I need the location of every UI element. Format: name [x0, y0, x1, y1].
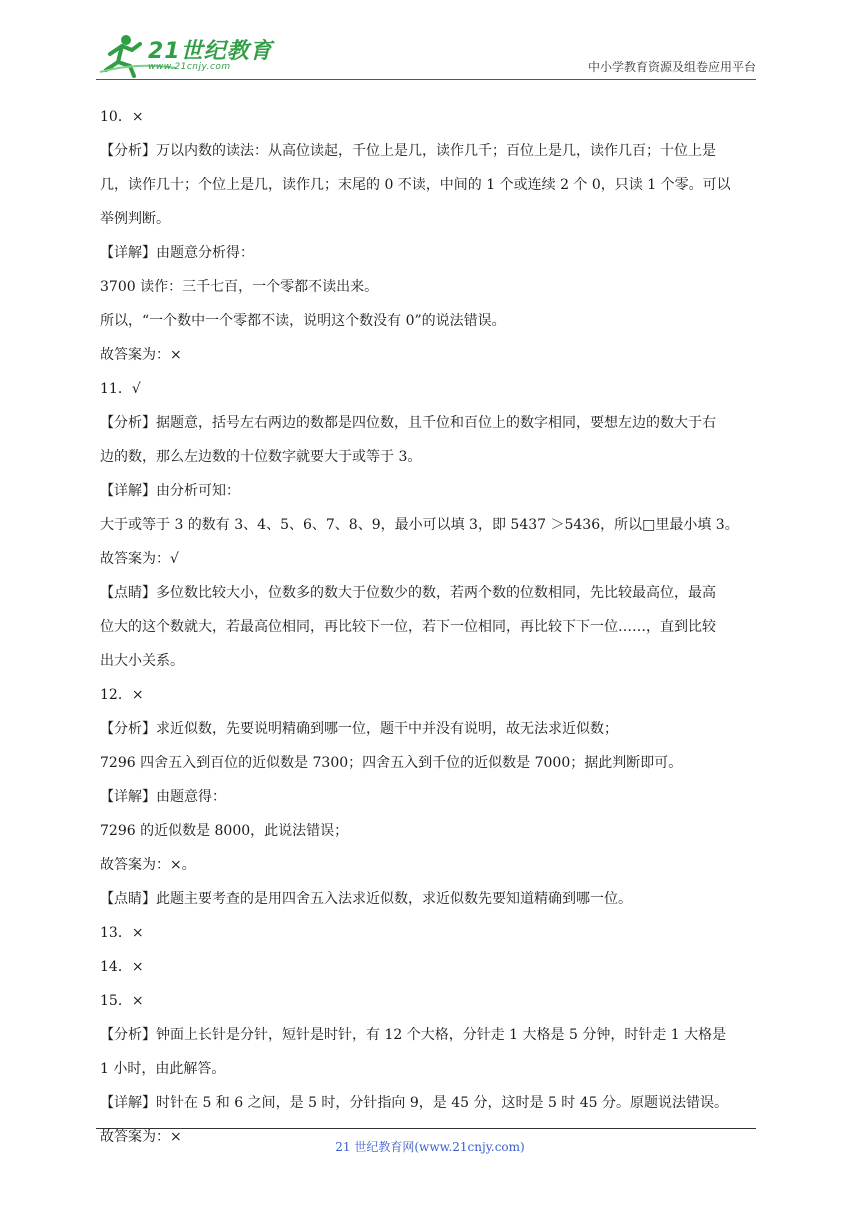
- detail-text: 【详解】时针在 5 和 6 之间，是 5 时，分针指向 9，是 45 分，这时是 5 时 45 分。原题说法错误。: [100, 1095, 729, 1111]
- detail-text: 大于或等于 3 的数有 3、4、5、6、7、8、9，最小可以填 3，即 5437 ＞5436，所以□里最小填 3。: [100, 517, 739, 533]
- detail-text: 7296 的近似数是 8000，此说法错误；: [100, 823, 349, 839]
- comment-text: 【点睛】此题主要考查的是用四舍五入法求近似数，求近似数先要知道精确到哪一位。: [100, 891, 632, 907]
- detail-text: 【详解】由题意分析得：: [100, 245, 254, 261]
- answer-text: 故答案为：×: [100, 347, 182, 363]
- comment-text: 【点睛】多位数比较大小，位数多的数大于位数少的数，若两个数的位数相同，先比较最高位，最高: [100, 585, 716, 601]
- answer-number: 12．×: [100, 687, 144, 703]
- detail-text: 所以，“一个数中一个零都不读，说明这个数没有 0”的说法错误。: [100, 313, 506, 329]
- answer-text: 故答案为：×。: [100, 857, 196, 873]
- logo-url: www.21cnjy.com: [148, 62, 231, 72]
- analysis-text: 1 小时，由此解答。: [100, 1061, 226, 1077]
- footer-link[interactable]: 21 世纪教育网(www.21cnjy.com): [335, 1140, 525, 1154]
- answer-text: 故答案为：√: [100, 551, 179, 567]
- header-platform-name: 中小学教育资源及组卷应用平台: [587, 60, 756, 74]
- answer-number: 11．√: [100, 381, 141, 397]
- analysis-text: 几，读作几十；个位上是几，读作几；末尾的 0 不读，中间的 1 个或连续 2 个 0，只读 1 个零。可以: [100, 177, 731, 193]
- analysis-text: 7296 四舍五入到百位的近似数是 7300；四舍五入到千位的近似数是 7000；据此判断即可。: [100, 755, 683, 771]
- analysis-text: 【分析】万以内数的读法：从高位读起，千位上是几，读作几千；百位上是几，读作几百；十位上是: [100, 143, 716, 159]
- analysis-text: 【分析】钟面上长针是分针，短针是时针，有 12 个大格，分针走 1 大格是 5 分钟，时针走 1 大格是: [100, 1027, 727, 1043]
- comment-text: 出大小关系。: [100, 653, 184, 669]
- analysis-text: 【分析】求近似数，先要说明精确到哪一位，题干中并没有说明，故无法求近似数；: [100, 721, 618, 737]
- header-divider: [96, 79, 756, 80]
- footer-divider: [96, 1128, 756, 1129]
- detail-text: 3700 读作：三千七百，一个零都不读出来。: [100, 279, 379, 295]
- comment-text: 位大的这个数就大，若最高位相同，再比较下一位，若下一位相同，再比较下下一位……，直到比较: [100, 619, 716, 635]
- analysis-text: 举例判断。: [100, 211, 170, 227]
- answer-text: 故答案为：×: [100, 1129, 182, 1145]
- logo-text: 21世纪教育: [148, 39, 273, 64]
- answer-number: 13．×: [100, 925, 144, 941]
- page-header: [96, 30, 756, 80]
- detail-text: 【详解】由题意得：: [100, 789, 226, 805]
- answer-number: 15．×: [100, 993, 144, 1009]
- answer-number: 10．×: [100, 109, 144, 125]
- detail-text: 【详解】由分析可知：: [100, 483, 240, 499]
- answer-number: 14．×: [100, 959, 144, 975]
- answer-content: [100, 100, 760, 1154]
- analysis-text: 边的数，那么左边数的十位数字就要大于或等于 3。: [100, 449, 422, 465]
- analysis-text: 【分析】据题意，括号左右两边的数都是四位数，且千位和百位上的数字相同，要想左边的数大于右: [100, 415, 716, 431]
